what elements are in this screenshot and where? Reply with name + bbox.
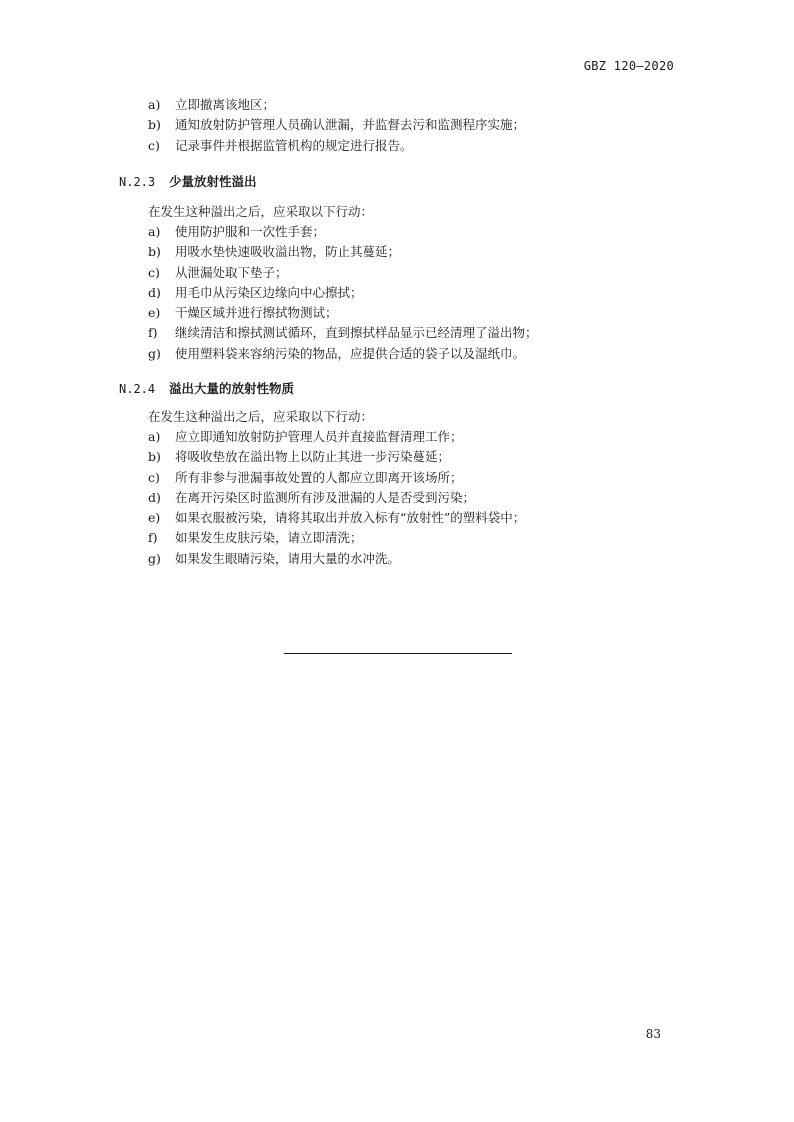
list-item-text: 使用防护服和一次性手套；	[175, 224, 326, 239]
list-item	[148, 344, 538, 364]
small-spill-action-list	[148, 222, 538, 364]
section-title: 溢出大量的放射性物质	[169, 381, 295, 396]
list-item-text: 记录事件并根据监管机构的规定进行报告。	[175, 137, 413, 153]
list-item-text: 将吸收垫放在溢出物上以防止其进一步污染蔓延；	[175, 449, 451, 465]
list-item-label: b)	[148, 449, 161, 465]
list-item-label: e)	[148, 305, 161, 321]
list-item-text: 如果发生皮肤污染，请立即清洗；	[175, 530, 363, 546]
list-item-text: 如果发生眼睛污染，请用大量的水冲洗。	[175, 550, 401, 566]
list-item	[148, 508, 525, 528]
list-item	[148, 447, 525, 467]
list-item	[148, 468, 525, 488]
list-item-label: f)	[148, 530, 158, 546]
list-item-label: g)	[148, 345, 161, 361]
list-item	[148, 263, 538, 283]
list-item	[148, 323, 538, 343]
list-item-text: 应立即通知放射防护管理人员并直接监督清理工作；	[175, 429, 463, 444]
list-item-label: a)	[148, 224, 161, 239]
section-heading-n24	[119, 379, 294, 397]
list-item-text: 通知放射防护管理人员确认泄漏，并监督去污和监测程序实施；	[175, 117, 526, 133]
list-item	[148, 283, 538, 303]
list-item	[148, 488, 525, 508]
list-item-text: 用吸水垫快速吸收溢出物，防止其蔓延；	[175, 244, 401, 260]
list-item-text: 用毛巾从污染区边缘向中心擦拭；	[175, 284, 363, 300]
list-item-text: 所有非参与泄漏事故处置的人都应立即离开该场所；	[175, 469, 463, 485]
page-number: 83	[645, 1027, 661, 1041]
list-item	[148, 222, 538, 242]
list-item-label: a)	[148, 97, 161, 112]
large-spill-action-list	[148, 427, 525, 569]
list-item-text: 使用塑料袋来容纳污染的物品，应提供合适的袋子以及湿纸巾。	[175, 345, 526, 361]
section-heading-n23	[119, 172, 257, 190]
top-action-list	[148, 95, 525, 156]
list-item-text: 在离开污染区时监测所有涉及泄漏的人是否受到污染；	[175, 489, 476, 505]
list-item-text: 立即撤离该地区；	[175, 97, 276, 112]
list-item-text: 继续清洁和擦拭测试循环，直到擦拭样品显示已经清理了溢出物；	[175, 325, 538, 341]
list-item-text: 从泄漏处取下垫子；	[175, 264, 288, 280]
list-item-label: c)	[148, 264, 160, 280]
section-intro: 在发生这种溢出之后，应采取以下行动：	[148, 204, 374, 219]
section-title: 少量放射性溢出	[169, 174, 257, 189]
end-of-document-rule	[284, 653, 512, 654]
list-item-label: d)	[148, 284, 161, 300]
standard-code-header: GBZ 120—2020	[583, 59, 674, 73]
section-number: N.2.4	[119, 382, 156, 396]
list-item	[148, 549, 525, 569]
list-item-label: b)	[148, 117, 161, 133]
list-item	[148, 528, 525, 548]
list-item-label: c)	[148, 469, 160, 485]
list-item-text: 如果衣服被污染，请将其取出并放入标有“放射性”的塑料袋中；	[175, 510, 526, 526]
list-item	[148, 242, 538, 262]
list-item-label: g)	[148, 550, 161, 566]
section-number: N.2.3	[119, 175, 156, 189]
list-item-label: c)	[148, 137, 160, 153]
list-item-text: 干燥区域并进行擦拭物测试；	[175, 305, 338, 321]
list-item	[148, 136, 525, 156]
list-item-label: e)	[148, 510, 161, 526]
list-item-label: a)	[148, 429, 161, 444]
list-item	[148, 115, 525, 135]
list-item-label: b)	[148, 244, 161, 260]
list-item	[148, 95, 525, 115]
list-item	[148, 427, 525, 447]
list-item-label: f)	[148, 325, 158, 341]
section-intro: 在发生这种溢出之后，应采取以下行动：	[148, 409, 374, 424]
list-item-label: d)	[148, 489, 161, 505]
list-item	[148, 303, 538, 323]
